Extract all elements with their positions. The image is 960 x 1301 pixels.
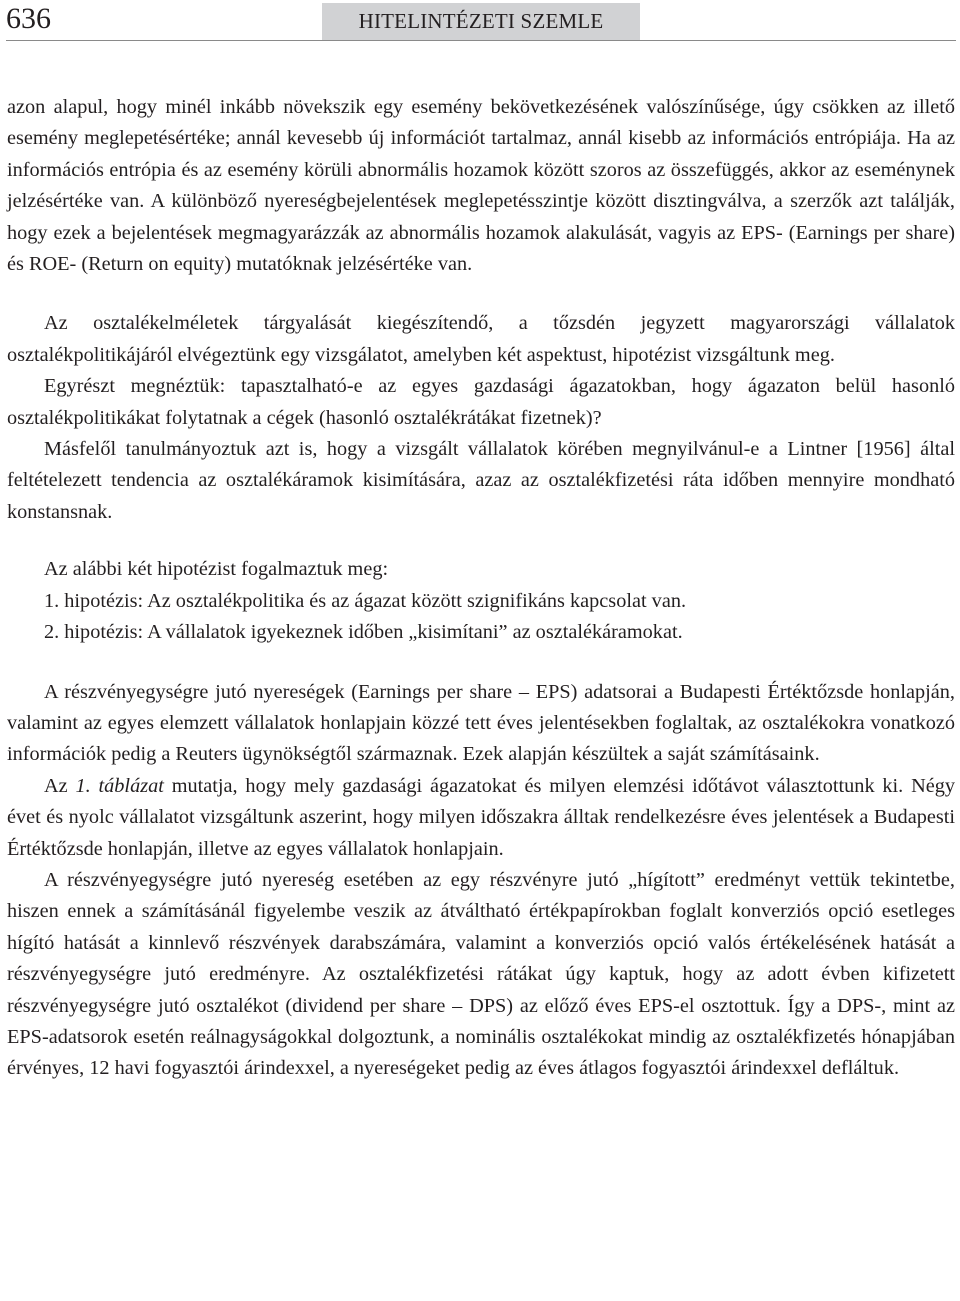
paragraph-2: Az osztalékelméletek tárgyalását kiegészítendő, a tőzsdén jegyzett magyarországi vállalatok osztalékpolitikájáról elvégeztünk egy vizsgálatot, amelyben két aspektust, hipotézist vizsgáltunk meg. bbox=[7, 312, 955, 366]
paragraph-3: Egyrészt megnéztük: tapasztalható-e az egyes gazdasági ágazatokban, hogy ágazaton belül hasonló osztalékpolitikákat folytatnak a cégek (hasonló osztalékrátákat fizetnek)? bbox=[7, 375, 955, 429]
page-header bbox=[0, 0, 960, 44]
table-reference: 1. táblázat bbox=[75, 774, 164, 797]
header-divider bbox=[6, 40, 956, 41]
hypotheses-list bbox=[7, 586, 955, 649]
paragraph-4: Másfelől tanulmányoztuk azt is, hogy a vizsgált vállalatok körében megnyilvánul-e a Lintner [1956] által feltételezett tendencia az osztalékáramok kisimítására, azaz az osztalékfizetési ráta időben mennyire mondható konstansnak. bbox=[7, 438, 955, 523]
paragraph-7-suffix: mutatja, hogy mely gazdasági ágazatokat és milyen elemzési időtávot választottunk ki. Négy évet és nyolc vállalatot vizsgáltunk aszerint, hogy milyen időszakra álltak rendelkezésre éves jelentések a Budapesti Értéktőzsde honlapján, illetve az egyes vállalatok honlapjain. bbox=[7, 774, 956, 860]
journal-title: HITELINTÉZETI SZEMLE bbox=[358, 9, 604, 33]
paragraph-7 bbox=[7, 771, 955, 865]
paragraph-hypotheses-intro: Az alábbi két hipotézist fogalmaztuk meg: bbox=[44, 558, 389, 581]
paragraph-6: A részvényegységre jutó nyereségek (Earnings per share – EPS) adatsorai a Budapesti Értéktőzsde honlapján, valamint az egyes elemzett vállalatok honlapjain közzé tett éves jelentésekben foglaltak, az osztalékokra vonatkozó információk pedig a Reuters ügynökségtől származnak. Ezek alapján készültek a saját számításaink. bbox=[7, 680, 955, 766]
page-number: 636 bbox=[6, 2, 51, 35]
journal-title-box bbox=[322, 3, 640, 40]
paragraph-1: azon alapul, hogy minél inkább növekszik egy esemény bekövetkezésének valószínűsége, úgy csökken az illető esemény meglepetésértéke; annál kevesebb új információt tartalmaz, annál kisebb az információs entrópiája. Ha az információs entrópia és az esemény körüli abnormális hozamok között szoros az összefüggés, akkor az eseménynek jelzésértéke van. A különböző nyereségbejelentések meglepetésszintje között disztingválva, a szerzők azt találják, hogy ezek a bejelentések megmagyarázzák az abnormális hozamok alakulását, vagyis az EPS- (Earnings per share) és ROE- (Return on equity) mutatóknak jelzésértéke van. bbox=[7, 96, 955, 276]
paragraph-8: A részvényegységre jutó nyereség esetében az egy részvényre jutó „hígított” eredményt vettük tekintetbe, hiszen ennek a számításánál figyelembe veszik az átváltható értékpapírokban foglalt konverziós opció esetleges hígító hatását a kinnlevő részvények darabszámára, valamint a konverziós opció valós értékelésének hatását a részvényegységre jutó eredményre. Az osztalékfizetési rátákat úgy kaptuk, hogy az adott évben kifizetett részvényegységre jutó osztalékot (dividend per share – DPS) az előző éves EPS-el osztottuk. Így a DPS-, mint az EPS-adatsorok esetén reálnagyságokkal dolgoztunk, a nominális osztalékokat mindig az osztalékfizetés hónapjában érvényes, 12 havi fogyasztói árindexxel, a nyereségeket pedig az éves átlagos fogyasztói árindexxel defláltuk. bbox=[7, 868, 955, 1080]
hypothesis-2: 2. hipotézis: A vállalatok igyekeznek időben „kisimítani” az osztalékáramokat. bbox=[44, 621, 683, 644]
hypothesis-1: 1. hipotézis: Az osztalékpolitika és az ágazat között szignifikáns kapcsolat van. bbox=[44, 589, 687, 612]
article-body bbox=[7, 92, 955, 1085]
paragraph-7-prefix: Az bbox=[44, 774, 76, 797]
